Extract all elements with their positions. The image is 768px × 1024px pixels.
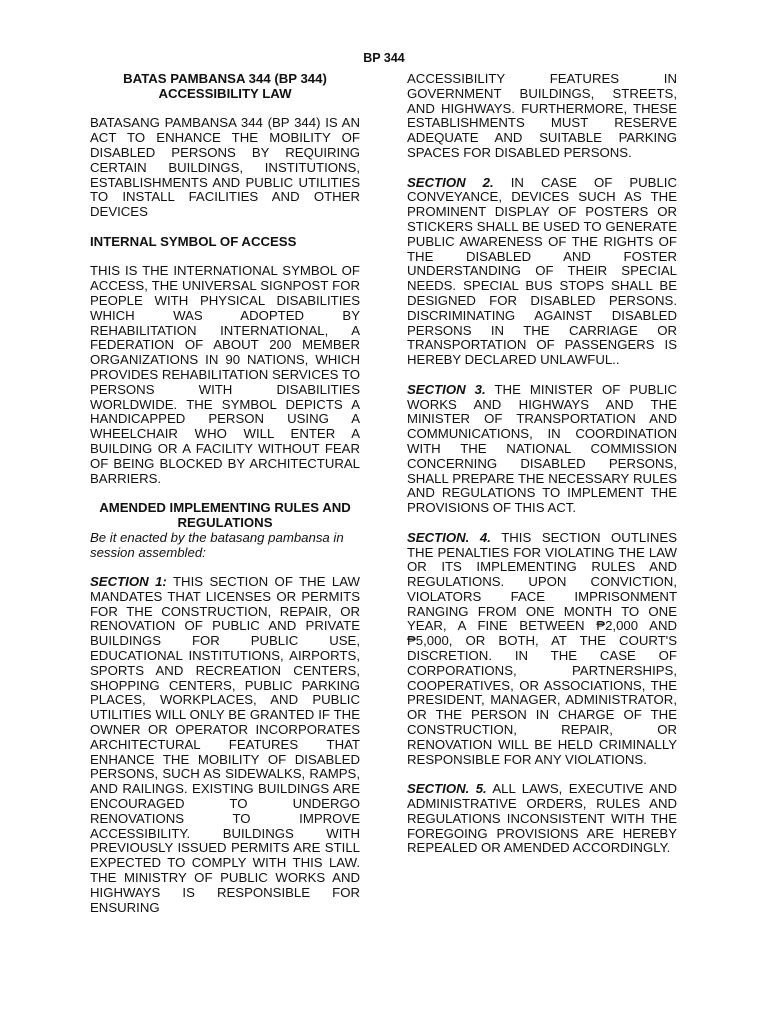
intro-paragraph: BATASANG PAMBANSA 344 (BP 344) IS AN ACT TO ENHANCE THE MOBILITY OF DISABLED PERSONS BY REQUIRING CERTAIN BUILDINGS, INSTITUTIONS, ESTABLISHMENTS AND PUBLIC UTILITIES TO INSTALL FACILITIES AND OTHER DEVICES — [90, 115, 360, 220]
section-5-text: ALL LAWS, EXECUTIVE AND ADMINISTRATIVE ORDERS, RULES AND REGULATIONS INCONSISTENT WITH THE FOREGOING PROVISIONS ARE HEREBY REPEALED OR AMENDED ACCORDINGLY. — [407, 781, 678, 856]
section-4-paragraph — [407, 531, 677, 768]
section-5-label: SECTION. 5. — [407, 781, 487, 797]
document-heading-line1: BATAS PAMBANSA 344 (BP 344) — [123, 71, 327, 86]
symbol-heading: INTERNAL SYMBOL OF ACCESS — [90, 233, 297, 249]
left-column — [90, 72, 360, 930]
rules-heading: AMENDED IMPLEMENTING RULES AND REGULATIONS — [99, 500, 351, 530]
section-2-text: IN CASE OF PUBLIC CONVEYANCE, DEVICES SUCH AS THE PROMINENT DISPLAY OF POSTERS OR STICKERS SHALL BE USED TO GENERATE PUBLIC AWARENESS OF THE RIGHTS OF THE DISABLED AND FOSTER UNDERSTANDING OF THEIR SPECIAL NEEDS. SPECIAL BUS STOPS SHALL BE DESIGNED FOR DISABLED PERSONS. DISCRIMINATING AGAINST DISABLED PERSONS IN THE CARRIAGE OR TRANSPORTATION OF PASSENGERS IS HEREBY DECLARED UNLAWFUL.. — [407, 174, 677, 368]
page-title: BP 344 — [363, 51, 405, 65]
section-1-label: SECTION 1: — [90, 574, 167, 590]
section-4-label: SECTION. 4. — [407, 529, 491, 545]
right-column — [407, 72, 677, 871]
document-heading-line2: ACCESSIBILITY LAW — [158, 85, 292, 101]
symbol-paragraph: THIS IS THE INTERNATIONAL SYMBOL OF ACCESS, THE UNIVERSAL SIGNPOST FOR PEOPLE WITH PHYSICAL DISABILITIES WHICH WAS ADOPTED BY REHABILITATION INTERNATIONAL, A FEDERATION OF ABOUT 200 MEMBER ORGANIZATIONS IN 90 NATIONS, WHICH PROVIDES REHABILITATION SERVICES TO PERSONS WITH DISABILITIES WORLDWIDE. THE SYMBOL DEPICTS A HANDICAPPED PERSON USING A WHEELCHAIR WHO WILL ENTER A BUILDING OR A FACILITY WITHOUT FEAR OF BEING BLOCKED BY ARCHITECTURAL BARRIERS. — [90, 263, 360, 486]
document-heading — [90, 72, 360, 102]
section-2-label: SECTION 2. — [407, 174, 494, 190]
enacted-clause: Be it enacted by the batasang pambansa in session assembled: — [90, 529, 344, 560]
section-1-paragraph — [90, 575, 360, 915]
section-1-text: THIS SECTION OF THE LAW MANDATES THAT LICENSES OR PERMITS FOR THE CONSTRUCTION, REPAIR, OR RENOVATION OF PUBLIC AND PRIVATE BUILDINGS FOR PUBLIC USE, EDUCATIONAL INSTITUTIONS, AIRPORTS, SPORTS AND RECREATION CENTERS, SHOPPING CENTERS, PUBLIC PARKING PLACES, WORKPLACES, AND PUBLIC UTILITIES WILL ONLY BE GRANTED IF THE OWNER OR OPERATOR INCORPORATES ARCHITECTURAL FEATURES THAT ENHANCE THE MOBILITY OF DISABLED PERSONS, SUCH AS SIDEWALKS, RAMPS, AND RAILINGS. EXISTING BUILDINGS ARE ENCOURAGED TO UNDERGO RENOVATIONS TO IMPROVE ACCESSIBILITY. BUILDINGS WITH PREVIOUSLY ISSUED PERMITS ARE STILL EXPECTED TO COMPLY WITH THIS LAW. THE MINISTRY OF PUBLIC WORKS AND HIGHWAYS IS RESPONSIBLE FOR ENSURING — [90, 574, 360, 915]
section-2-paragraph — [407, 176, 677, 368]
section-3-label: SECTION 3. — [407, 381, 486, 397]
section-5-paragraph — [407, 782, 677, 856]
section-1-continuation: ACCESSIBILITY FEATURES IN GOVERNMENT BUILDINGS, STREETS, AND HIGHWAYS. FURTHERMORE, THESE ESTABLISHMENTS MUST RESERVE ADEQUATE AND SUITABLE PARKING SPACES FOR DISABLED PERSONS. — [407, 71, 677, 160]
section-3-paragraph — [407, 383, 677, 516]
section-3-text: THE MINISTER OF PUBLIC WORKS AND HIGHWAYS AND THE MINISTER OF TRANSPORTATION AND COMMUNICATIONS, IN COORDINATION WITH THE NATIONAL COMMISSION CONCERNING DISABLED PERSONS, SHALL PREPARE THE NECESSARY RULES AND REGULATIONS TO IMPLEMENT THE PROVISIONS OF THIS ACT. — [407, 381, 677, 516]
section-4-text: THIS SECTION OUTLINES THE PENALTIES FOR VIOLATING THE LAW OR ITS IMPLEMENTING RULES AND REGULATIONS. UPON CONVICTION, VIOLATORS FACE IMPRISONMENT RANGING FROM ONE MONTH TO ONE YEAR, A FINE BETWEEN ₱2,000 AND ₱5,000, OR BOTH, AT THE COURT'S DISCRETION. IN THE CASE OF CORPORATIONS, PARTNERSHIPS, COOPERATIVES, OR ASSOCIATIONS, THE PRESIDENT, MANAGER, ADMINISTRATOR, OR THE PERSON IN CHARGE OF THE CONSTRUCTION, REPAIR, OR RENOVATION WILL BE HELD CRIMINALLY RESPONSIBLE FOR ANY VIOLATIONS. — [407, 529, 677, 767]
